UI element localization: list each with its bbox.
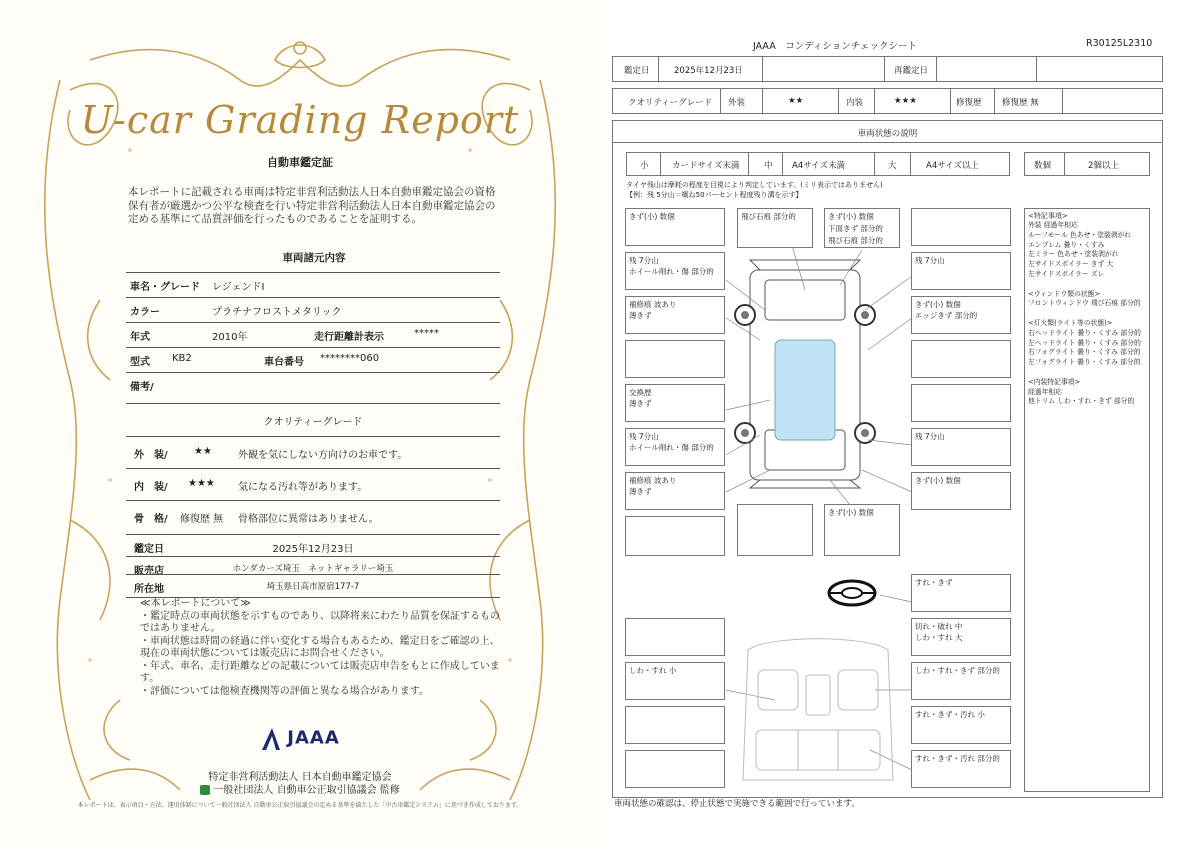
tire-note-1: タイヤ残山は摩耗の程度を目視により判定しています。(ミリ表示ではありません) bbox=[626, 181, 883, 189]
int-box-left-1 bbox=[625, 618, 725, 656]
count-label: 数個 bbox=[1034, 161, 1052, 171]
dealer-label: 販売店 bbox=[134, 566, 164, 577]
size-large: 大 bbox=[888, 161, 897, 171]
spec-row-model bbox=[126, 347, 500, 370]
note-line: 左サイドスポイラー ズレ bbox=[1028, 269, 1105, 278]
frame-label: 骨 格/ bbox=[134, 514, 168, 525]
quality-heading-row bbox=[126, 403, 500, 434]
sheet-footer: 車両状態の確認は、停止状態で実施できる範囲で行っています。 bbox=[614, 799, 860, 809]
exterior-row bbox=[126, 436, 500, 467]
ext-box-left-6 bbox=[625, 428, 725, 466]
address-value: 埼玉県日高市原宿177-7 bbox=[266, 582, 360, 592]
association-line-1: 特定非営利活動法人 日本自動車鑑定協会 bbox=[208, 772, 392, 783]
chassis-label: 車台番号 bbox=[264, 357, 304, 368]
ext-box-left-2 bbox=[625, 252, 725, 290]
ext-box-left-2-text: 残 7分山 ホイール削れ・傷 部分的 bbox=[629, 256, 714, 276]
jaaa-emblem-icon bbox=[260, 726, 282, 752]
note-item: ・年式、車名、走行距離などの記載については販売店申告をもとに作成しています。 bbox=[140, 660, 500, 684]
sheet-title: JAAA コンディションチェックシート bbox=[753, 41, 917, 52]
special-notes-panel bbox=[1024, 208, 1150, 792]
year-value: 2010年 bbox=[212, 332, 248, 343]
int-box-left-2 bbox=[625, 662, 725, 700]
frame-value: 修復歴 無 bbox=[180, 514, 224, 525]
interior-row bbox=[126, 468, 500, 499]
interior-stars: ★★★ bbox=[188, 478, 215, 489]
tire-note-2: 【例：残 5分山＝概ね50パーセント程度残り溝を示す】 bbox=[626, 191, 803, 199]
note-line: エンブレム 曇り・くすみ bbox=[1028, 240, 1105, 249]
ext-box-right-5 bbox=[911, 384, 1011, 422]
note-line: 外装 経過年相応 bbox=[1028, 221, 1078, 229]
int-box-right-1-text: すれ・きず bbox=[915, 578, 953, 587]
int-box-right-1 bbox=[911, 574, 1011, 612]
notes-title: <特記事項> bbox=[1028, 212, 1068, 220]
int-box-right-3 bbox=[911, 662, 1011, 700]
size-mid-desc: A4サイズ未満 bbox=[792, 161, 846, 171]
year-label: 年式 bbox=[130, 332, 150, 343]
certificate-script-title: U-car Grading Report bbox=[80, 98, 520, 142]
interior-comment: 気になる汚れ等があります。 bbox=[238, 482, 368, 493]
int-box-right-5-text: すれ・きず・汚れ 部分的 bbox=[915, 754, 1000, 763]
int-box-right-2-text: 切れ・破れ 中 しわ・すれ 大 bbox=[915, 622, 963, 642]
ext-box-left-6-text: 残 7分山 ホイール削れ・傷 部分的 bbox=[629, 432, 714, 452]
grade-exterior-label: 外装 bbox=[728, 98, 746, 108]
name-label: 車名・グレード bbox=[130, 282, 200, 293]
repair-value: 修復歴 無 bbox=[1002, 98, 1039, 108]
note-item: ・評価については他検査機関等の評価と異なる場合があります。 bbox=[140, 685, 429, 697]
grade-interior-stars: ★★★ bbox=[894, 96, 917, 106]
ext-box-right-6-text: 残 7分山 bbox=[915, 432, 945, 441]
certificate-subtitle: 自動車鑑定証 bbox=[267, 156, 333, 169]
ext-box-left-3-text: 補修痕 波あり 薄きず bbox=[629, 300, 677, 320]
model-label: 型式 bbox=[130, 357, 150, 368]
spec-row-year bbox=[126, 322, 500, 345]
ext-box-right-2 bbox=[911, 252, 1011, 290]
quality-heading: クオリティーグレード bbox=[263, 417, 363, 428]
chassis-value: ********060 bbox=[320, 353, 380, 364]
color-label: カラー bbox=[130, 307, 160, 318]
fair-trade-icon bbox=[200, 785, 210, 795]
note-line: 右ヘッドライト 曇り・くすみ 部分的 bbox=[1028, 328, 1141, 337]
size-small: 小 bbox=[640, 161, 649, 171]
ext-box-top-2-text: きず(小) 数個 下面きず 部分的 飛び石痕 部分的 bbox=[828, 212, 883, 245]
name-value: レジェンドⅠ bbox=[212, 282, 265, 293]
note-line bbox=[1028, 368, 1141, 378]
note-item: ・車両状態は時間の経過に伴い変化する場合もあるため、鑑定日をご確認の上、現在の車両状態については販売店にお問合せください。 bbox=[140, 635, 500, 659]
interior-label: 内 装/ bbox=[134, 482, 168, 493]
ext-box-right-7-text: きず(小) 数個 bbox=[915, 476, 961, 485]
note-line: 右フォグライト 曇り・くすみ 部分的 bbox=[1028, 348, 1141, 357]
note-line: フロントウィンドウ 飛び石痕 部分的 bbox=[1028, 299, 1141, 308]
ext-box-top-1 bbox=[737, 208, 813, 248]
size-mid: 中 bbox=[764, 161, 773, 171]
int-box-right-4-text: すれ・きず・汚れ 小 bbox=[915, 710, 985, 719]
sheet-date-value: 2025年12月23日 bbox=[674, 66, 743, 76]
ext-box-bottom-1 bbox=[737, 504, 813, 556]
int-box-left-4 bbox=[625, 750, 725, 788]
note-line: <灯火類(ライト等の状態)> bbox=[1028, 318, 1113, 327]
ext-box-bottom-2 bbox=[824, 504, 900, 556]
ext-box-top-1-text: 飛び石痕 部分的 bbox=[741, 212, 796, 221]
ext-box-left-5 bbox=[625, 384, 725, 422]
ext-box-right-3 bbox=[911, 296, 1011, 334]
grade-interior-label: 内装 bbox=[846, 98, 864, 108]
int-box-right-3-text: しわ・すれ・きず 部分的 bbox=[915, 666, 1000, 675]
ext-box-left-4 bbox=[625, 340, 725, 378]
ext-box-left-1-text: きず(小) 数個 bbox=[629, 212, 675, 221]
grade-exterior-stars: ★★ bbox=[788, 96, 804, 106]
address-row bbox=[126, 574, 500, 598]
exterior-stars: ★★ bbox=[194, 446, 212, 457]
notes-list bbox=[1028, 221, 1141, 407]
note-line: 左サイドスポイラー きず 大 bbox=[1028, 260, 1114, 269]
spec-row-remarks bbox=[126, 372, 500, 395]
note-line: <内装特記事項> bbox=[1028, 377, 1081, 386]
mileage-value: ***** bbox=[414, 328, 439, 339]
association-line-2 bbox=[0, 781, 600, 796]
count-desc: 2個以上 bbox=[1088, 161, 1119, 171]
ext-box-right-2-text: 残 7分山 bbox=[915, 256, 945, 265]
sheet-date-label: 鑑定日 bbox=[624, 66, 650, 76]
frame-row bbox=[126, 500, 500, 531]
notes-heading: ≪本レポートについて≫ bbox=[140, 598, 251, 609]
note-line: 経過年相応 bbox=[1028, 387, 1062, 396]
note-line bbox=[1028, 309, 1141, 319]
note-line: 左ヘッドライト 曇り・くすみ 部分的 bbox=[1028, 338, 1141, 347]
note-line: 左フォグライト 曇り・くすみ 部分的 bbox=[1028, 358, 1141, 367]
color-value: プラチナフロストメタリック bbox=[212, 307, 342, 318]
int-box-left-3 bbox=[625, 706, 725, 744]
note-line bbox=[1028, 280, 1141, 290]
association-line-2-text: 一般社団法人 自動車公正取引協議会 監修 bbox=[213, 785, 400, 796]
exterior-label: 外 装/ bbox=[134, 450, 168, 461]
int-box-right-5 bbox=[911, 750, 1011, 788]
spec-row-name bbox=[126, 272, 500, 295]
exterior-comment: 外観を気にしない方向けのお車です。 bbox=[238, 450, 408, 461]
condition-check-sheet bbox=[600, 0, 1200, 848]
ext-box-right-3-text: きず(小) 数個 エッジきず 部分的 bbox=[915, 300, 978, 320]
jaaa-logo bbox=[0, 726, 600, 752]
ext-box-right-4 bbox=[911, 340, 1011, 378]
date-row bbox=[126, 534, 500, 557]
size-small-desc: カードサイズ未満 bbox=[672, 161, 740, 171]
car-interior-diagram bbox=[728, 630, 908, 790]
ext-box-left-5-text: 交換歴 薄きず bbox=[629, 388, 652, 408]
steering-wheel-icon bbox=[826, 578, 878, 608]
sheet-code: R30125L2310 bbox=[1086, 38, 1153, 49]
ext-box-left-7-text: 補修痕 波あり 薄きず bbox=[629, 476, 677, 496]
specs-heading: 車両諸元内容 bbox=[282, 252, 346, 264]
certificate-intro: 本レポートに記載される車両は特定非営利活動法人日本自動車鑑定協会の資格保有者が厳選かつ公平な検査を行い特定非営利活動法人日本自動車鑑定協会の定める基準にて品質評価を行ったものであることを証明する。 bbox=[128, 186, 496, 225]
ext-box-left-3 bbox=[625, 296, 725, 334]
ext-box-right-1 bbox=[911, 208, 1011, 246]
size-large-desc: A4サイズ以上 bbox=[926, 161, 980, 171]
note-line: <ウィンドウ類の状態> bbox=[1028, 289, 1101, 298]
address-label: 所在地 bbox=[134, 584, 164, 595]
note-line: ルーフモール 色あせ・塗装剥がれ bbox=[1028, 230, 1132, 239]
note-line: 他トリム しわ・すれ・きず 部分的 bbox=[1028, 397, 1135, 406]
spec-row-color bbox=[126, 297, 500, 320]
ext-box-left-8 bbox=[625, 516, 725, 556]
dealer-value: ホンダカーズ埼玉 ネットギャラリー埼玉 bbox=[232, 564, 394, 574]
mileage-label: 走行距離計表示 bbox=[314, 332, 384, 343]
remarks-label: 備考/ bbox=[130, 382, 154, 393]
grade-label: クオリティーグレード bbox=[628, 98, 713, 108]
int-box-left-2-text: しわ・すれ 小 bbox=[629, 666, 677, 675]
int-box-right-2 bbox=[911, 618, 1011, 656]
note-line: 左ミラー 色あせ・塗装剥がれ bbox=[1028, 250, 1119, 259]
ext-box-left-7 bbox=[625, 472, 725, 510]
frame-comment: 骨格部位に異常はありません。 bbox=[238, 514, 379, 525]
ext-box-left-1 bbox=[625, 208, 725, 246]
repair-label: 修復歴 bbox=[956, 98, 982, 108]
reinspect-label: 再鑑定日 bbox=[894, 66, 929, 76]
ext-box-bottom-2-text: きず(小) 数個 bbox=[828, 508, 874, 517]
ext-box-right-7 bbox=[911, 472, 1011, 510]
certificate-notes bbox=[140, 598, 500, 698]
ext-box-top-2 bbox=[824, 208, 900, 248]
condition-heading: 車両状態の説明 bbox=[857, 129, 918, 139]
ext-box-right-6 bbox=[911, 428, 1011, 466]
int-box-right-4 bbox=[911, 706, 1011, 744]
jaaa-logo-text: JAAA bbox=[287, 727, 340, 749]
date-label: 鑑定日 bbox=[134, 544, 164, 555]
model-value: KB2 bbox=[172, 353, 192, 364]
note-item: ・鑑定時点の車両状態を示すものであり、以降将来にわたり品質を保証するものではありません。 bbox=[140, 610, 500, 634]
date-value: 2025年12月23日 bbox=[272, 544, 354, 555]
certificate-footer: 本レポートは、表示項目・方法、運用体制について一般社団法人 自動車公正取引協議会の定める基準を満たした「中古車鑑定システム」に基づき作成しております。 bbox=[77, 802, 523, 809]
